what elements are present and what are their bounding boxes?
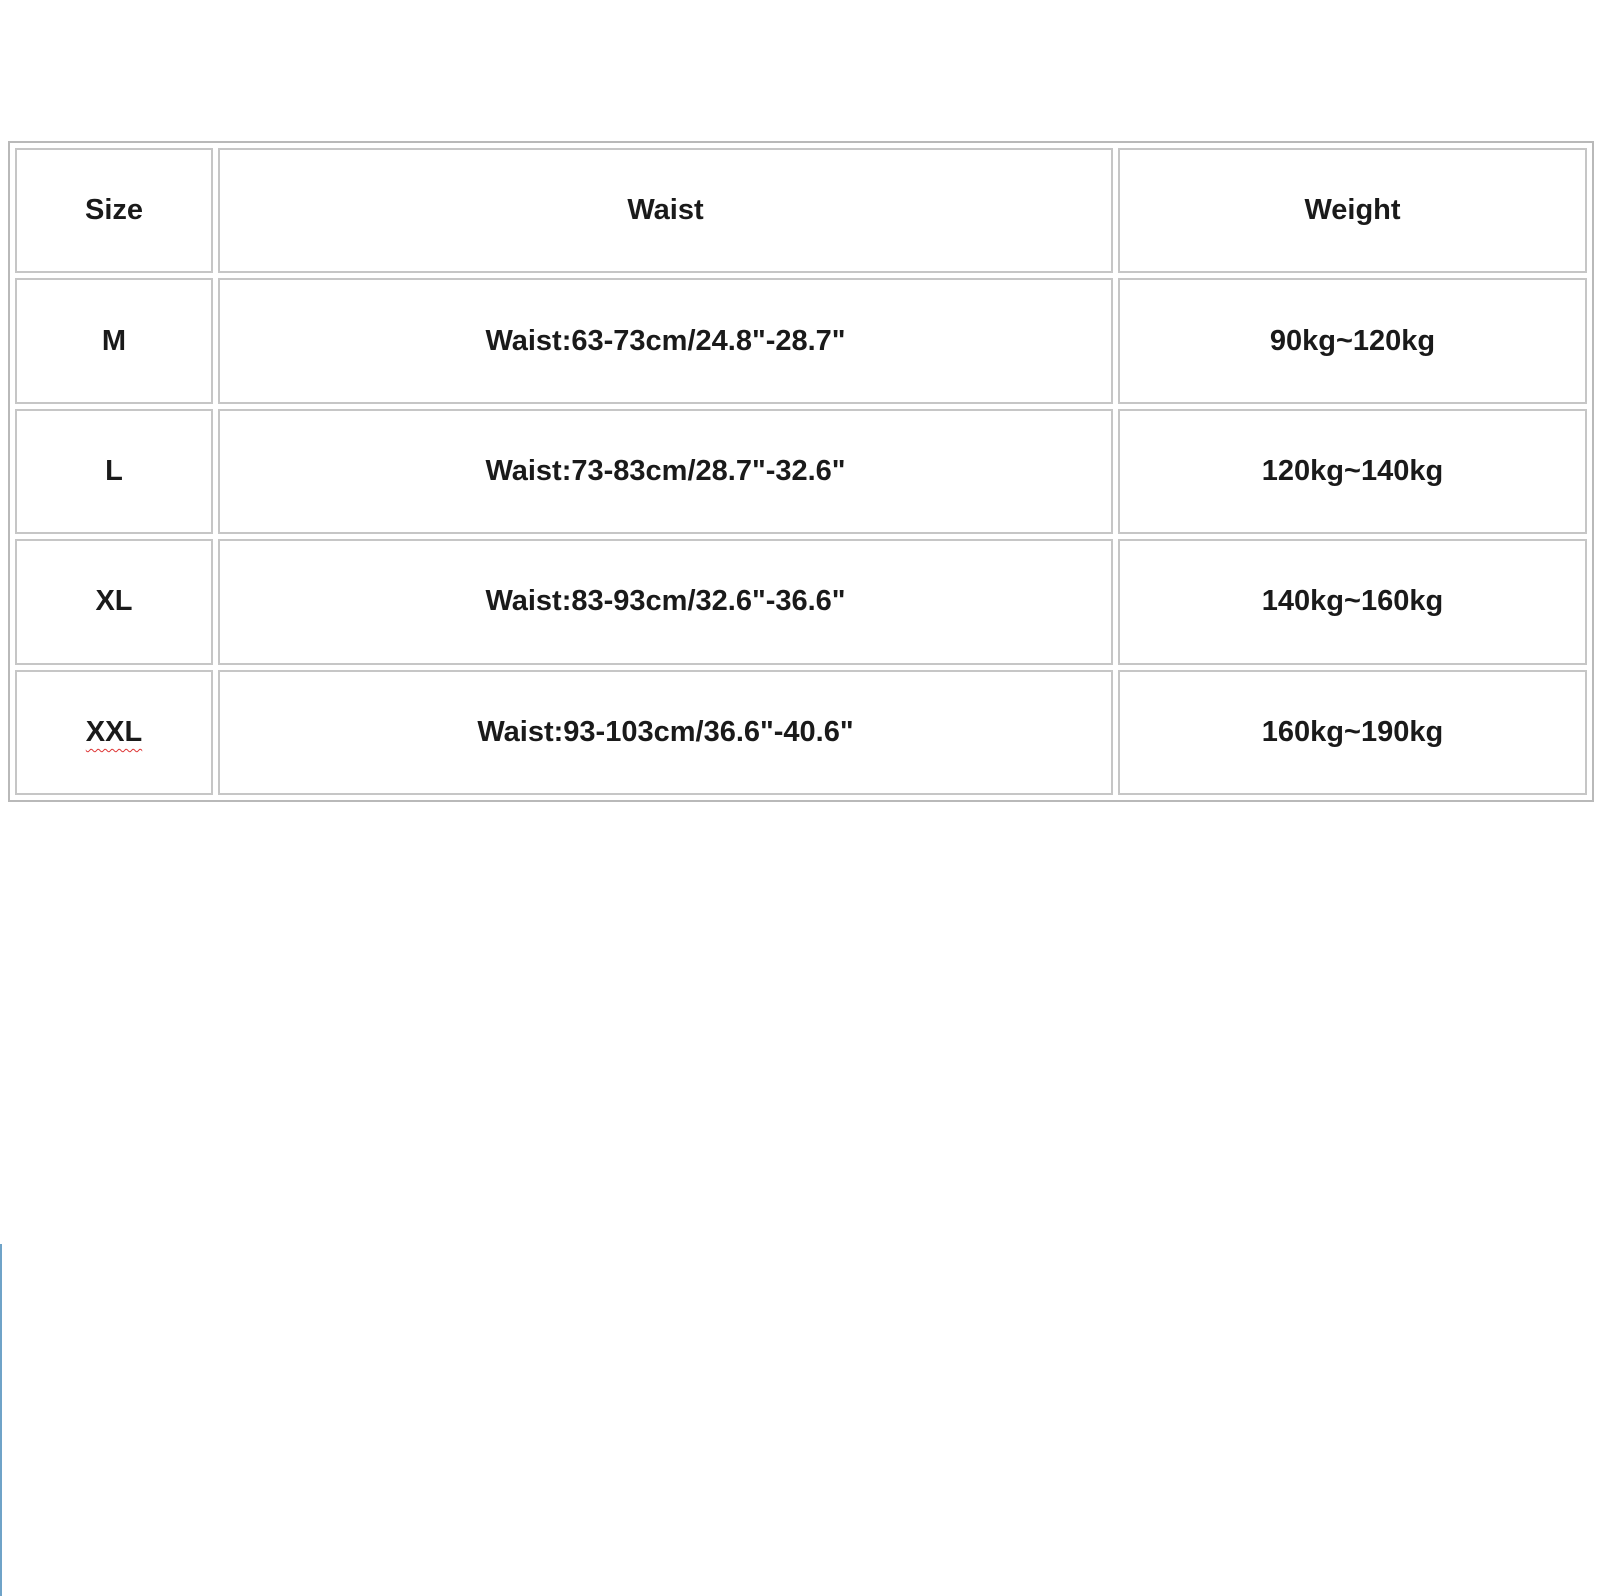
table-row <box>15 409 1587 534</box>
header-weight: Weight <box>1118 148 1587 273</box>
header-waist: Waist <box>218 148 1113 273</box>
size-cell <box>15 670 213 795</box>
waist-cell: Waist:83-93cm/32.6"-36.6" <box>218 539 1113 664</box>
table-row <box>15 670 1587 795</box>
size-label-xxl: XXL <box>85 715 143 748</box>
size-chart-table <box>8 141 1594 802</box>
size-cell: L <box>15 409 213 534</box>
waist-cell: Waist:93-103cm/36.6"-40.6" <box>218 670 1113 795</box>
size-cell: XL <box>15 539 213 664</box>
weight-cell: 120kg~140kg <box>1118 409 1587 534</box>
left-edge-line <box>0 1244 2 1596</box>
waist-cell: Waist:63-73cm/24.8"-28.7" <box>218 278 1113 403</box>
table-header-row <box>15 148 1587 273</box>
waist-cell: Waist:73-83cm/28.7"-32.6" <box>218 409 1113 534</box>
weight-cell: 160kg~190kg <box>1118 670 1587 795</box>
header-size: Size <box>15 148 213 273</box>
weight-cell: 140kg~160kg <box>1118 539 1587 664</box>
table-row <box>15 278 1587 403</box>
table-row <box>15 539 1587 664</box>
size-cell: M <box>15 278 213 403</box>
weight-cell: 90kg~120kg <box>1118 278 1587 403</box>
